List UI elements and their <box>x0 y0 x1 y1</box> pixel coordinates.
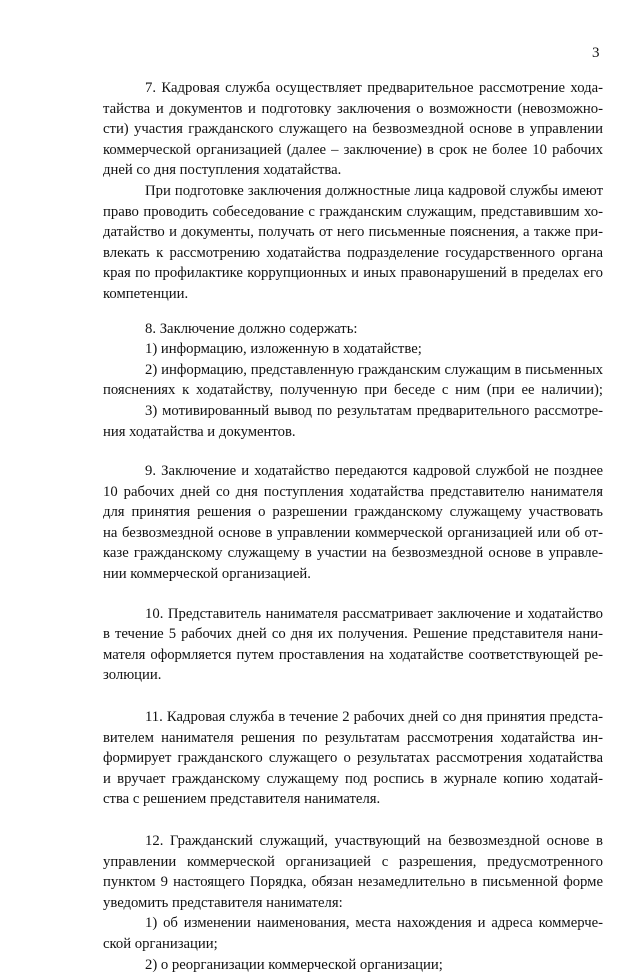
text-line: ской организации; <box>103 935 218 952</box>
paragraph-9 <box>103 461 603 585</box>
text-line: дней со дня поступления ходатайства. <box>103 162 342 179</box>
list-item: 3) мотивированный вывод по результатам предварительного рассмотре- <box>145 402 603 419</box>
text-line: в течение 5 рабочих дней со дня их получения. Решение представителя нани- <box>103 626 603 643</box>
text-line: вителем нанимателя решения по результатам рассмотрения ходатайства ин- <box>103 729 603 746</box>
text-line: 9. Заключение и ходатайство передаются кадровой службой не позднее <box>145 463 603 480</box>
text-line: для принятия решения о разрешении гражданскому служащему участвовать <box>103 504 603 521</box>
text-line: нии коммерческой организацией. <box>103 566 311 583</box>
text-line: 10. Представитель нанимателя рассматривает заключение и ходатайство <box>145 605 603 622</box>
text-line: пояснениях к ходатайству, полученную при беседе с ним (при ее наличии); <box>103 382 603 399</box>
text-line: мателя оформляется путем проставления на ходатайстве соответствующей ре- <box>103 646 603 663</box>
text-line: тайства и документов и подготовку заключения о возможности (невозможно- <box>103 100 603 117</box>
text-line: ства с решением представителя нанимателя. <box>103 791 381 808</box>
text-line: формирует гражданского служащего о результатах рассмотрения ходатайства <box>103 750 603 767</box>
text-line: края по профилактике коррупционных и иных правонарушений в пределах его <box>103 265 603 282</box>
text-line: казе гражданскому служащему в участии на безвозмездной основе в управле- <box>103 545 603 562</box>
text-line: 10 рабочих дней со дня поступления ходатайства представителю нанимателя <box>103 483 603 500</box>
paragraph-7 <box>103 78 603 181</box>
page-number: 3 <box>592 45 600 61</box>
text-line: право проводить собеседование с гражданским служащим, представившим хо- <box>103 203 603 220</box>
list-item: 1) информацию, изложенную в ходатайстве; <box>145 341 422 358</box>
list-item: 1) об изменении наименования, места нахождения и адреса коммерче- <box>145 915 603 932</box>
text-line: коммерческой организацией (далее – заключение) в срок не более 10 рабочих <box>103 141 603 158</box>
text-line: 7. Кадровая служба осуществляет предварительное рассмотрение хода- <box>145 80 603 96</box>
paragraph-12 <box>103 831 603 975</box>
paragraph-8 <box>103 319 603 443</box>
text-line: пунктом 9 настоящего Порядка, обязан незамедлительно в письменной форме <box>103 874 603 891</box>
text-line: компетенции. <box>103 285 189 302</box>
list-item: 2) информацию, представленную гражданским служащим в письменных <box>145 361 603 378</box>
text-line: При подготовке заключения должностные лица кадровой службы имеют <box>145 182 603 199</box>
paragraph-7-continued <box>103 181 603 305</box>
text-line: золюции. <box>103 667 162 684</box>
text-line: 11. Кадровая служба в течение 2 рабочих дней со дня принятия предста- <box>145 709 603 726</box>
text-line: уведомить представителя нанимателя: <box>103 894 343 911</box>
text-line: управлении коммерческой организацией с разрешения, предусмотренного <box>103 853 603 870</box>
text-line: 12. Гражданский служащий, участвующий на безвозмездной основе в <box>145 833 603 849</box>
document-body <box>103 78 603 975</box>
paragraph-11 <box>103 707 603 810</box>
text-line: и вручает гражданскому служащему под роспись в журнале копию ходатай- <box>103 770 603 787</box>
text-line: влекать к рассмотрению ходатайства подразделение государственного органа <box>103 244 603 261</box>
text-line: сти) участия гражданского служащего на безвозмездной основе в управлении <box>103 121 603 138</box>
text-line: ния ходатайства и документов. <box>103 423 296 440</box>
list-item: 2) о реорганизации коммерческой организации; <box>145 956 443 973</box>
text-line: на безвозмездной основе в управлении коммерческой организацией или об от- <box>103 524 603 541</box>
paragraph-10 <box>103 604 603 686</box>
text-line: датайство и документы, получать от него письменные пояснения, а также при- <box>103 224 603 241</box>
text-line: 8. Заключение должно содержать: <box>145 320 358 337</box>
